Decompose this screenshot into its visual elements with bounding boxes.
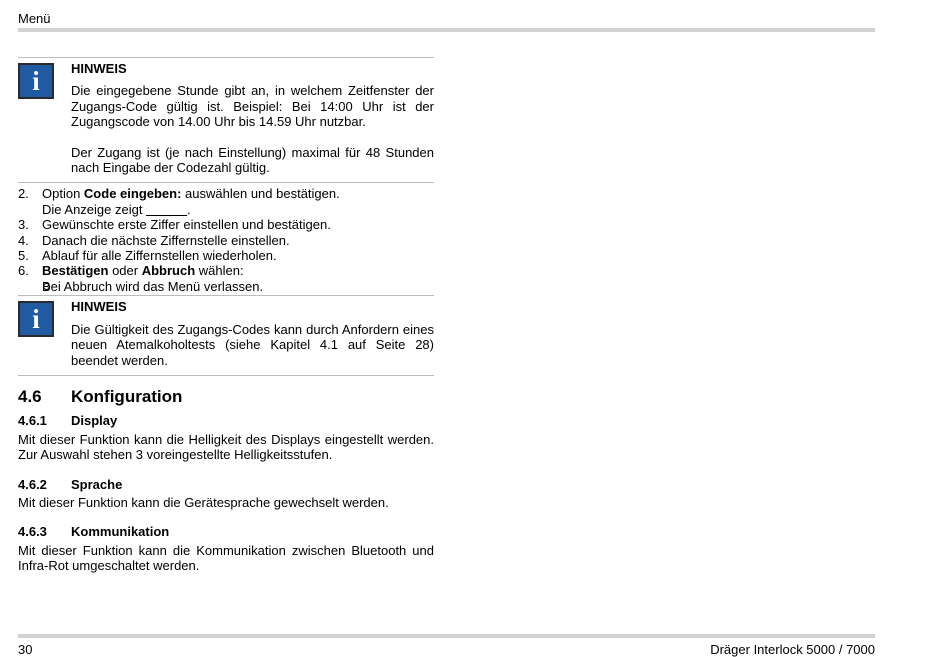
note-heading: HINWEIS <box>71 61 127 76</box>
step-number: 5. <box>18 248 29 264</box>
step-number: 3. <box>18 217 29 233</box>
subsection-number: 4.6.3 <box>18 524 47 540</box>
list-item <box>18 202 434 217</box>
footer-divider <box>18 634 875 638</box>
list-item <box>18 233 434 248</box>
note-paragraph: Die Gültigkeit des Zugangs-Codes kann durch Anfordern eines neuen Atemalkoholtests (siehe Kapitel 4.1 auf Seite 28) beendet werden. <box>71 321 434 368</box>
subsection-title: Sprache <box>71 476 123 492</box>
list-item <box>18 279 434 294</box>
step-bold: Code eingeben: <box>83 186 182 202</box>
main-column <box>18 57 434 574</box>
step-number: 2. <box>18 186 29 202</box>
step-text: oder <box>108 263 142 279</box>
step-text: auswählen und bestätigen. <box>181 186 340 202</box>
subsection-title: Kommunikation <box>71 524 170 540</box>
step-bold: Abbruch <box>141 263 196 279</box>
section-heading <box>18 386 434 406</box>
note-box <box>18 57 434 183</box>
subsection-number: 4.6.2 <box>18 476 47 492</box>
step-text: Danach die nächste Ziffernstelle einstellen. <box>42 232 290 248</box>
list-item <box>18 263 434 278</box>
note-box <box>18 295 434 376</box>
step-text: Die Anzeige zeigt <box>42 201 147 217</box>
page-number: 30 <box>18 642 33 657</box>
note-paragraph: Die eingegebene Stunde gibt an, in welchem Zeitfenster der Zugangs-Code gültig ist. Beispiel: Bei 14:00 Uhr ist der Zugangscode von 14.00 Uhr bis 14.59 Uhr nutzbar. <box>71 83 434 130</box>
note-heading: HINWEIS <box>71 299 127 315</box>
section-number: 4.6 <box>18 386 42 406</box>
subsection-number: 4.6.1 <box>18 413 47 429</box>
code-placeholder: ____ <box>146 201 187 217</box>
step-bold: Bestätigen <box>42 263 109 279</box>
list-item <box>18 186 434 201</box>
running-header: Menü <box>18 11 51 26</box>
subsection-heading <box>18 413 434 428</box>
step-text: . <box>187 201 191 217</box>
list-item <box>18 248 434 263</box>
info-icon: i <box>18 301 54 337</box>
step-number: 4. <box>18 232 29 248</box>
subsection-heading <box>18 477 434 492</box>
subsection-title: Display <box>71 413 118 429</box>
info-icon: i <box>18 63 54 99</box>
step-number: 6. <box>18 263 29 279</box>
subsection-heading <box>18 524 434 539</box>
header-divider <box>18 28 875 32</box>
step-text: wählen: <box>195 263 244 279</box>
body-paragraph: Mit dieser Funktion kann die Helligkeit des Displays eingestellt werden. Zur Auswahl stehen 3 voreingestellte Helligkeitsstufen. <box>18 431 434 463</box>
step-text: Option <box>42 186 84 202</box>
list-item <box>18 217 434 232</box>
body-paragraph: Mit dieser Funktion kann die Kommunikation zwischen Bluetooth und Infra-Rot umgeschaltet werden. <box>18 542 434 574</box>
step-text: Gewünschte erste Ziffer einstellen und bestätigen. <box>42 217 331 233</box>
section-title: Konfiguration <box>71 386 183 406</box>
product-name: Dräger Interlock 5000 / 7000 <box>710 642 875 657</box>
step-text: Ablauf für alle Ziffernstellen wiederholen. <box>42 248 277 264</box>
bullet-text: Bei Abbruch wird das Menü verlassen. <box>42 278 264 294</box>
body-paragraph: Mit dieser Funktion kann die Gerätesprache gewechselt werden. <box>18 494 389 510</box>
step-list <box>18 186 434 294</box>
note-paragraph: Der Zugang ist (je nach Einstellung) maximal für 48 Stunden nach Eingabe der Codezahl gültig. <box>71 144 434 176</box>
